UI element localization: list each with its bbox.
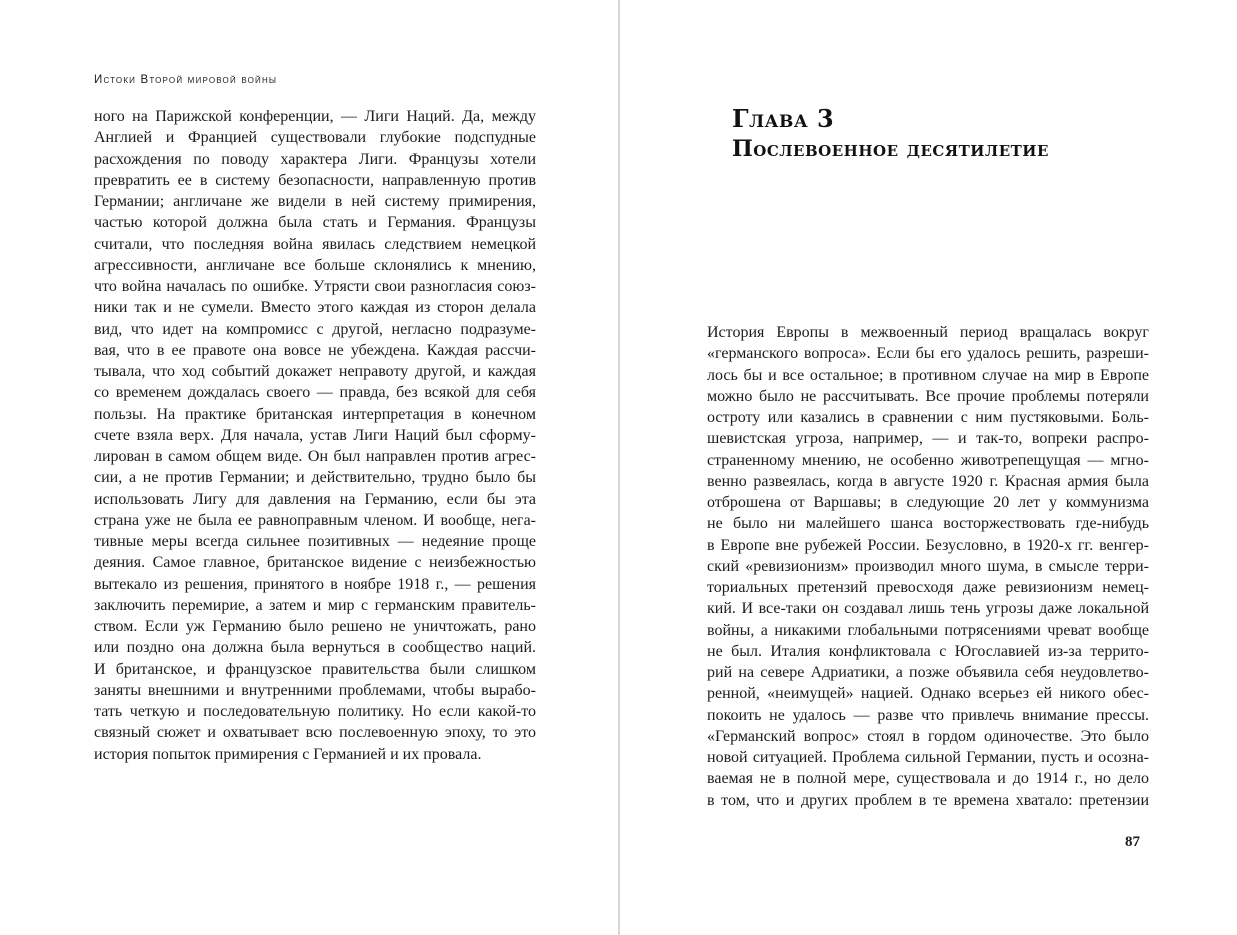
text-line: войны, а никакими глобальными потрясениями чреват вообще (707, 621, 1149, 639)
text-line: или поздно она должна была вернуться в сообщество наций. (94, 639, 536, 657)
text-line: счете взяла верх. Для начала, устав Лиги Наций был сформу- (94, 426, 536, 444)
text-line: венно развеялась, когда в августе 1920 г. Красная армия была (707, 472, 1149, 490)
text-line: заключить перемирие, а затем и мир с германским правитель- (94, 596, 536, 614)
text-line: считали, что последняя война явилась следствием немецкой (94, 235, 536, 253)
text-line: заняты внешними и внутренними проблемами, чтобы вырабо- (94, 681, 536, 699)
text-line: деяния. Самое главное, британское видение с неизбежностью (94, 554, 536, 572)
text-line: можно было не рассчитывать. Все прочие проблемы потеряли (707, 387, 1149, 405)
text-line: ский «ревизионизм» производил много шума, в смысле терри- (707, 557, 1149, 575)
text-line: покоить не удалось — разве что привлечь внимание прессы. (707, 706, 1149, 724)
text-line: лось бы и все остальное; в противном случае на мир в Европе (707, 366, 1149, 384)
left-body-text (94, 106, 536, 765)
chapter-heading (732, 104, 1049, 164)
text-line: кий. И все-таки он создавал лишь тень угрозы даже локальной (707, 600, 1149, 618)
text-line: ренной, «неимущей» нацией. Однако всерьез ей никого обес- (707, 685, 1149, 703)
text-line: Германии; англичане же видели в ней систему примирения, (94, 193, 536, 210)
text-line: «германского вопроса». Если бы его удалось решить, разреши- (707, 345, 1149, 363)
text-line: История Европы в межвоенный период вращалась вокруг (707, 324, 1149, 341)
text-line: превратить ее в систему безопасности, направленную против (94, 171, 536, 189)
text-line: Англией и Францией существовали глубокие подспудные (94, 129, 536, 147)
text-line: со временем дождалась своего — правда, без всякой для себя (94, 384, 536, 402)
text-line: расхождения по поводу характера Лиги. Французы хотели (94, 150, 536, 168)
page-gutter (618, 0, 620, 935)
text-line: не было ни малейшего шанса восторжествовать где-нибудь (707, 515, 1149, 533)
text-line: шевистская угроза, например, — и так-то, вопреки распро- (707, 430, 1149, 448)
text-line: в Европе вне рубежей России. Безусловно, в 1920-х гг. венгер- (707, 536, 1149, 554)
text-line: вытекало из решения, принятого в ноябре 1918 г., — решения (94, 575, 536, 593)
text-line: остроту или казались в сравнении с ним пустяковыми. Боль- (707, 409, 1149, 426)
text-line: тивные меры всегда сильнее позитивных — недеяние проще (94, 533, 536, 550)
text-line: рий на севере Адриатики, а позже объявила себя неудовлетво- (707, 664, 1149, 681)
text-line: новой ситуацией. Проблема сильной Германии, пусть и осозна- (707, 749, 1149, 766)
text-line: ного на Парижской конференции, — Лиги Наций. Да, между (94, 108, 536, 125)
text-line: лирован в самом общем виде. Он был направлен против агрес- (94, 448, 536, 465)
text-line: частью которой должна была стать и Германия. Французы (94, 214, 536, 232)
chapter-number: Глава 3 (732, 104, 835, 133)
text-line: агрессивности, англичане все больше склонялись к мнению, (94, 256, 536, 274)
text-line: И британское, и французское правительства были слишком (94, 660, 536, 678)
text-line: ством. Если уж Германию было решено не уничтожать, рано (94, 618, 536, 635)
page-number: 87 (1125, 834, 1140, 850)
text-line: отброшена от Варшавы; в следующие 20 лет у коммунизма (707, 494, 1149, 511)
running-head: Истоки Второй мировой войны (94, 74, 278, 86)
text-line: ториальных претензий превосходя даже ревизионизм немец- (707, 579, 1149, 596)
text-line: в том, что и других проблем в те времена хватало: претензии (707, 791, 1149, 809)
right-body-text (707, 322, 1149, 811)
text-line: страна уже не была ее равноправным членом. И вообще, нега- (94, 511, 536, 529)
text-line: история попыток примирения с Германией и их провала. (94, 745, 482, 763)
text-line: «Германский вопрос» стоял в гордом одиночестве. Это было (707, 727, 1149, 745)
right-page (621, 0, 1237, 935)
text-line: пользы. На практике британская интерпретация в конечном (94, 405, 536, 423)
text-line: тывала, что ход событий докажет неправоту другой, и каждая (94, 363, 536, 380)
text-line: ники так и не сумели. Вместо этого каждая из сторон делала (94, 299, 536, 317)
text-line: ваемая не в полной мере, существовала и до 1914 г., но дело (707, 770, 1149, 788)
text-line: страненному мнению, не особенно животрепещущая — мгно- (707, 451, 1149, 469)
text-line: вая, что в ее правоте она вовсе не убеждена. Каждая рассчи- (94, 341, 536, 359)
text-line: связный сюжет и охватывает всю послевоенную эпоху, то это (94, 724, 536, 742)
text-line: что война началась по ошибке. Утрясти свои разногласия союз- (94, 278, 536, 295)
text-line: вид, что идет на компромисс с другой, негласно подразуме- (94, 320, 536, 338)
text-line: тать четкую и последовательную политику. Но если какой-то (94, 703, 536, 720)
text-line: не был. Италия конфликтовала с Югославией из-за террито- (707, 642, 1149, 660)
text-line: сии, а не против Германии; и действительно, трудно было бы (94, 469, 536, 487)
chapter-title: Послевоенное десятилетие (732, 136, 1049, 162)
text-line: использовать Лигу для давления на Германию, если бы эта (94, 490, 536, 508)
